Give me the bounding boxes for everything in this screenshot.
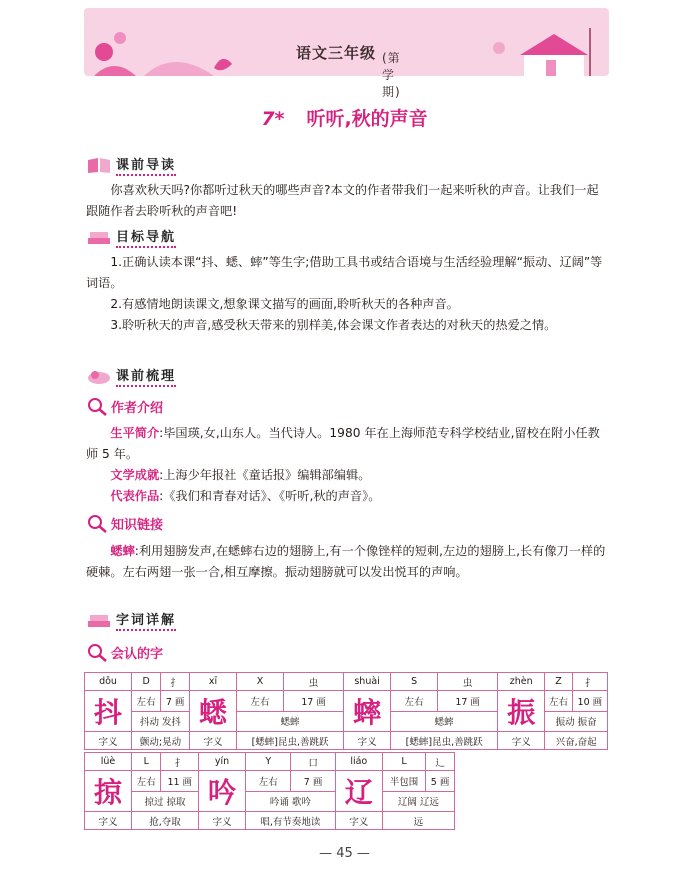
- vocab-cell: 扌: [161, 673, 190, 691]
- cloud-icon: [86, 367, 112, 385]
- vocab-cell: lüè: [85, 753, 132, 771]
- intro-text: 你喜欢秋天吗?你都听过秋天的哪些声音?本文的作者带我们一起来听秋的声音。让我们一起跟随作者去聆听秋的声音吧!: [86, 183, 599, 218]
- vocab-cell: 辽阔 辽远: [382, 791, 454, 812]
- page-number: — 45 —: [319, 846, 370, 861]
- vocab-cell: zhèn: [498, 673, 545, 691]
- vocab-cell: 口: [291, 753, 335, 771]
- vocab-cell: L: [132, 753, 161, 771]
- vocab-cell: [蟋蟀]昆虫,善跳跃: [391, 732, 498, 750]
- vocab-char: 蟀: [344, 691, 391, 732]
- page-header: [84, 8, 609, 99]
- subsection-heading-recognize: 会认的字: [86, 641, 163, 663]
- vocab-cell: 兴奋,奋起: [545, 732, 608, 750]
- vocab-char: 抖: [85, 691, 132, 732]
- vocab-cell: liáo: [335, 753, 382, 771]
- vocab-cell: 11 画: [161, 771, 199, 792]
- vocab-cell: [蟋蟀]昆虫,善跳跃: [236, 732, 343, 750]
- vocab-cell: 字义: [85, 732, 132, 750]
- vocab-cell: 7 画: [161, 691, 190, 712]
- vocab-cell: 唱,有节奏地读: [246, 812, 336, 830]
- vocab-cell: 远: [382, 812, 454, 830]
- vocab-cell: xī: [189, 673, 236, 691]
- vocab-cell: 掠过 掠取: [132, 791, 199, 812]
- goal-item: 1.正确认读本课“抖、蟋、蟀”等生字;借助工具书或结合语境与生活经验理解“振动、辽阔”等词语。: [86, 255, 603, 290]
- vocab-char: 吟: [199, 771, 246, 812]
- vocab-cell: D: [132, 673, 161, 691]
- vocab-cell: 扌: [161, 753, 199, 771]
- vocab-cell: 颤动;晃动: [132, 732, 190, 750]
- vocab-cell: 字义: [344, 732, 391, 750]
- author-info: 生平简介:毕国瑛,女,山东人。当代诗人。1980 年在上海师范专科学校结业,留校在附小任教师 5 年。 文学成就:上海少年报社《童话报》编辑部编辑。 代表作品:《我们和青春对话》、《听听,秋的声音》。: [86, 426, 600, 503]
- magnifier-icon: [86, 396, 108, 416]
- vocab-cell: 7 画: [291, 771, 335, 792]
- vocab-cell: 字义: [335, 812, 382, 830]
- vocab-cell: 字义: [189, 732, 236, 750]
- magnifier-icon: [86, 642, 108, 662]
- vocab-char: 振: [498, 691, 545, 732]
- vocab-cell: 左右: [236, 691, 283, 712]
- vocab-cell: Z: [545, 673, 573, 691]
- vocab-cell: 抢,夺取: [132, 812, 199, 830]
- vocab-table-row1: [84, 672, 608, 750]
- vocab-cell: 虫: [283, 673, 343, 691]
- knowledge-text: 蟋蟀:利用翅膀发声,在蟋蟀右边的翅膀上,有一个像锉样的短刺,左边的翅膀上,长有像刀一样的硬棘。左右两翅一张一合,相互摩擦。振动翅膀就可以发出悦耳的声响。: [86, 544, 606, 579]
- vocab-char: 辽: [335, 771, 382, 812]
- vocab-cell: 左右: [391, 691, 438, 712]
- vocab-cell: S: [391, 673, 438, 691]
- vocab-cell: 字义: [85, 812, 132, 830]
- goal-item: 2.有感情地朗读课文,想象课文描写的画面,聆听秋天的各种声音。: [110, 297, 459, 311]
- vocab-cell: 振动 振奋: [545, 711, 608, 732]
- chapter-number: 7*: [261, 108, 285, 130]
- vocab-cell: yín: [199, 753, 246, 771]
- section-heading-intro: 课前导读: [86, 153, 176, 177]
- vocab-cell: 左右: [545, 691, 573, 712]
- vocab-char: 掠: [85, 771, 132, 812]
- vocab-cell: shuài: [344, 673, 391, 691]
- books-icon: [86, 611, 112, 629]
- magnifier-icon: [86, 513, 108, 533]
- vocab-cell: 左右: [132, 771, 161, 792]
- vocab-cell: 扌: [572, 673, 607, 691]
- vocab-cell: 蟋蟀: [391, 711, 498, 732]
- vocab-cell: 半包围: [382, 771, 425, 792]
- vocab-cell: 虫: [438, 673, 498, 691]
- vocab-cell: 蟋蟀: [236, 711, 343, 732]
- subsection-heading-knowledge: 知识链接: [86, 512, 163, 534]
- vocab-cell: 5 画: [426, 771, 455, 792]
- vocab-cell: dǒu: [85, 673, 132, 691]
- chapter-name: 听听,秋的声音: [306, 108, 428, 130]
- vocab-cell: 左右: [246, 771, 291, 792]
- vocab-cell: 左右: [132, 691, 161, 712]
- goal-item: 3.聆听秋天的声音,感受秋天带来的别样美,体会课文作者表达的对秋天的热爱之情。: [110, 318, 557, 332]
- vocab-cell: 10 画: [572, 691, 607, 712]
- vocab-cell: Y: [246, 753, 291, 771]
- header-title: 语文三年级 (第 学期): [296, 44, 401, 99]
- vocab-table-row2: [84, 752, 455, 830]
- vocab-cell: 辶: [426, 753, 455, 771]
- chapter-title: [0, 104, 689, 131]
- vocab-cell: 17 画: [283, 691, 343, 712]
- vocab-char: 蟋: [189, 691, 236, 732]
- vocab-cell: 字义: [498, 732, 545, 750]
- vocab-cell: L: [382, 753, 425, 771]
- subsection-heading-author: 作者介绍: [86, 395, 163, 417]
- vocab-cell: X: [236, 673, 283, 691]
- section-heading-words: 字词详解: [86, 608, 176, 632]
- book-icon: [86, 156, 112, 174]
- goals-list: [86, 252, 606, 336]
- vocab-cell: 17 画: [438, 691, 498, 712]
- vocab-cell: 吟诵 歌吟: [246, 791, 336, 812]
- section-heading-review: 课前梳理: [86, 364, 176, 388]
- vocab-cell: 字义: [199, 812, 246, 830]
- books-icon: [86, 228, 112, 246]
- vocab-cell: 抖动 发抖: [132, 711, 190, 732]
- section-heading-goals: 目标导航: [86, 225, 176, 249]
